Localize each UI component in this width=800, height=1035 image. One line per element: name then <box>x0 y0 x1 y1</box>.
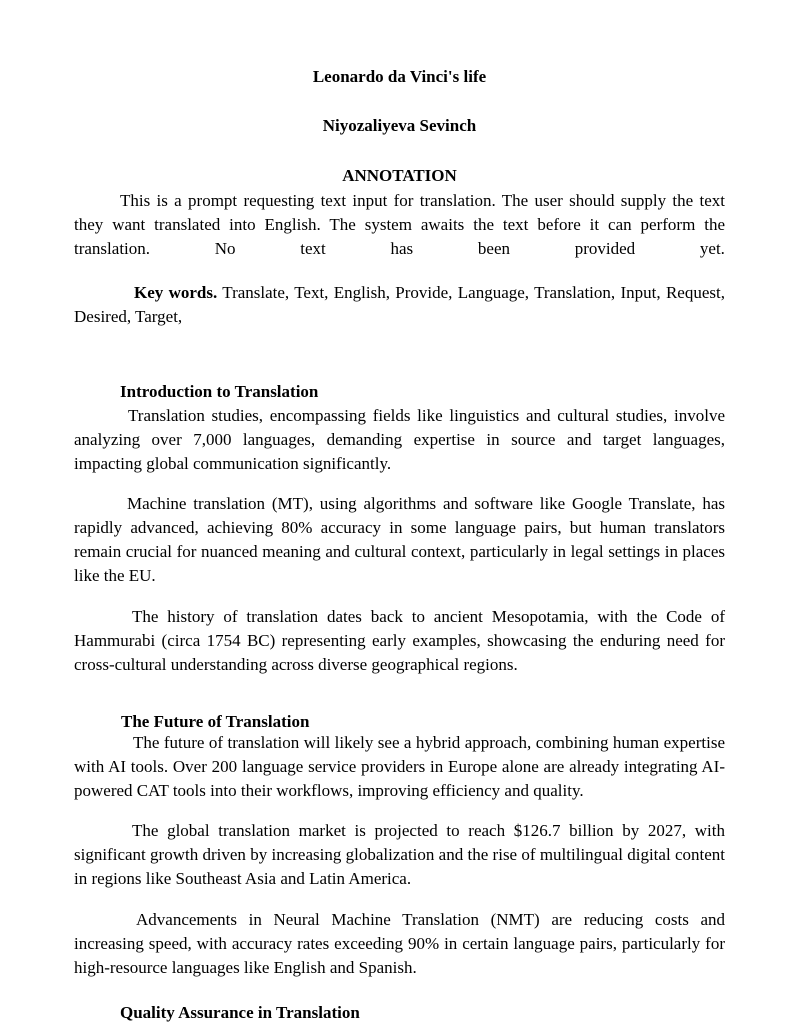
annotation-word: translation. <box>74 239 151 258</box>
annotation-paragraph <box>74 189 725 261</box>
annotation-last-line <box>74 237 725 261</box>
section-heading-future: The Future of Translation <box>121 712 310 731</box>
section-paragraph: Machine translation (MT), using algorithms and software like Google Translate, has rapidly advanced, achieving 80% accuracy in some language pairs, but human translators remain crucial for nuanced meaning and cultural context, particularly in legal settings in places like the EU. <box>74 494 725 585</box>
annotation-text: This is a prompt requesting text input for translation. The user should supply the text they want translated into English. The system awaits the text before it can perform the <box>74 191 725 234</box>
section-heading-introduction: Introduction to Translation <box>120 382 319 401</box>
section-paragraph: Advancements in Neural Machine Translation (NMT) are reducing costs and increasing speed, with accuracy rates exceeding 90% in certain language pairs, particularly for high-resource languages like English and Spanish. <box>74 910 725 977</box>
section-heading-quality: Quality Assurance in Translation <box>120 1003 360 1022</box>
annotation-word: been <box>477 239 510 258</box>
section-paragraph: The global translation market is projected to reach $126.7 billion by 2027, with significant growth driven by increasing globalization and the rise of multilingual digital content in regions like Southeast Asia and Latin America. <box>74 821 725 888</box>
author-name: Niyozaliyeva Sevinch <box>322 116 477 135</box>
annotation-word: text <box>300 239 326 258</box>
annotation-word: yet. <box>699 239 725 258</box>
annotation-word: No <box>214 239 236 258</box>
annotation-heading: ANNOTATION <box>342 166 457 185</box>
section-paragraph: The future of translation will likely see a hybrid approach, combining human expertise with AI tools. Over 200 language service providers in Europe alone are already integrating AI-powered CAT tools into their workflows, improving efficiency and quality. <box>74 733 725 800</box>
annotation-word: has <box>390 239 414 258</box>
section-paragraph: The history of translation dates back to ancient Mesopotamia, with the Code of Hammurabi (circa 1754 BC) representing early examples, showcasing the enduring need for cross-cultural understanding across diverse geographical regions. <box>74 607 725 674</box>
section-paragraph: Translation studies, encompassing fields like linguistics and cultural studies, involve analyzing over 7,000 languages, demanding expertise in source and target languages, impacting global communication significantly. <box>74 406 725 473</box>
keywords-label: Key words. <box>134 283 218 302</box>
document-title: Leonardo da Vinci's life <box>312 67 487 86</box>
keywords-paragraph <box>74 281 725 329</box>
keywords-text: Translate, Text, English, Provide, Language, Translation, Input, Request, Desired, Target, <box>74 283 725 326</box>
annotation-word: provided <box>574 239 636 258</box>
